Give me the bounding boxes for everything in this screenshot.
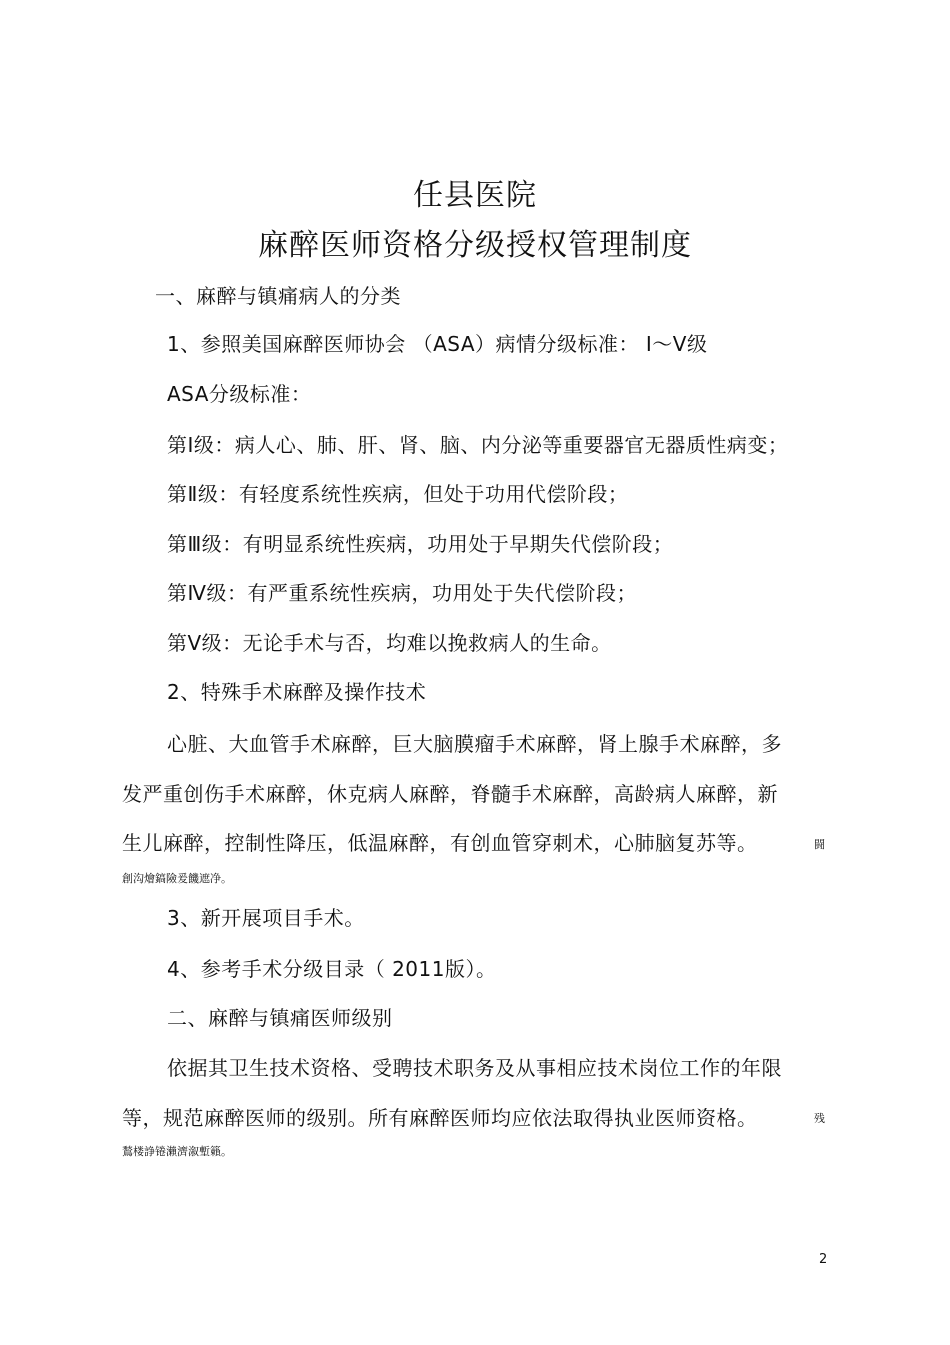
special-surgery-line-1: 心脏、大血管手术麻醉，巨大脑膜瘤手术麻醉，肾上腺手术麻醉，多 bbox=[167, 732, 782, 756]
paragraph-asa-reference: 1、参照美国麻醉医师协会 （ASA）病情分级标准： Ⅰ～Ⅴ级 bbox=[167, 332, 708, 356]
asa-level-3: 第Ⅲ级：有明显系统性疾病，功用处于早期失代偿阶段； bbox=[167, 532, 674, 556]
asa-level-1: 第Ⅰ级：病人心、肺、肝、肾、脑、内分泌等重要器官无器质性病变； bbox=[167, 433, 789, 457]
garbled-note-1: 創沟燴鎬險爰饑遮净。 bbox=[122, 872, 232, 885]
section-1-3-heading: 3、新开展项目手术。 bbox=[167, 906, 365, 930]
section-1-4-heading: 4、参考手术分级目录（ 2011版）。 bbox=[167, 957, 497, 981]
section-2-heading: 二、麻醉与镇痛医师级别 bbox=[167, 1006, 393, 1030]
special-surgery-line-3: 生儿麻醉，控制性降压，低温麻醉，有创血管穿刺术，心肺脑复苏等。 bbox=[122, 831, 758, 855]
qualification-line-2: 等，规范麻醉医师的级别。所有麻醉医师均应依法取得执业医师资格。 bbox=[122, 1106, 758, 1130]
asa-level-5: 第Ⅴ级：无论手术与否，均难以挽救病人的生命。 bbox=[167, 631, 612, 655]
paragraph-asa-standard: ASA分级标准： bbox=[167, 382, 312, 406]
margin-mark-1: 闘 bbox=[814, 838, 825, 851]
hospital-title: 任县医院 bbox=[413, 178, 537, 213]
policy-title: 麻醉医师资格分级授权管理制度 bbox=[258, 228, 692, 263]
section-1-2-heading: 2、特殊手术麻醉及操作技术 bbox=[167, 680, 427, 704]
asa-level-4: 第Ⅳ级：有严重系统性疾病，功用处于失代偿阶段； bbox=[167, 581, 637, 605]
garbled-note-2: 鶖楼諍锩瀨濟溆塹籟。 bbox=[122, 1145, 232, 1158]
qualification-line-1: 依据其卫生技术资格、受聘技术职务及从事相应技术岗位工作的年限 bbox=[167, 1056, 782, 1080]
section-1-heading: 一、麻醉与镇痛病人的分类 bbox=[155, 284, 401, 308]
page-number: 2 bbox=[819, 1252, 828, 1267]
asa-level-2: 第Ⅱ级：有轻度系统性疾病，但处于功用代偿阶段； bbox=[167, 482, 629, 506]
special-surgery-line-2: 发严重创伤手术麻醉，休克病人麻醉，脊髓手术麻醉，高龄病人麻醉，新 bbox=[122, 782, 778, 806]
margin-mark-2: 残 bbox=[814, 1112, 825, 1125]
